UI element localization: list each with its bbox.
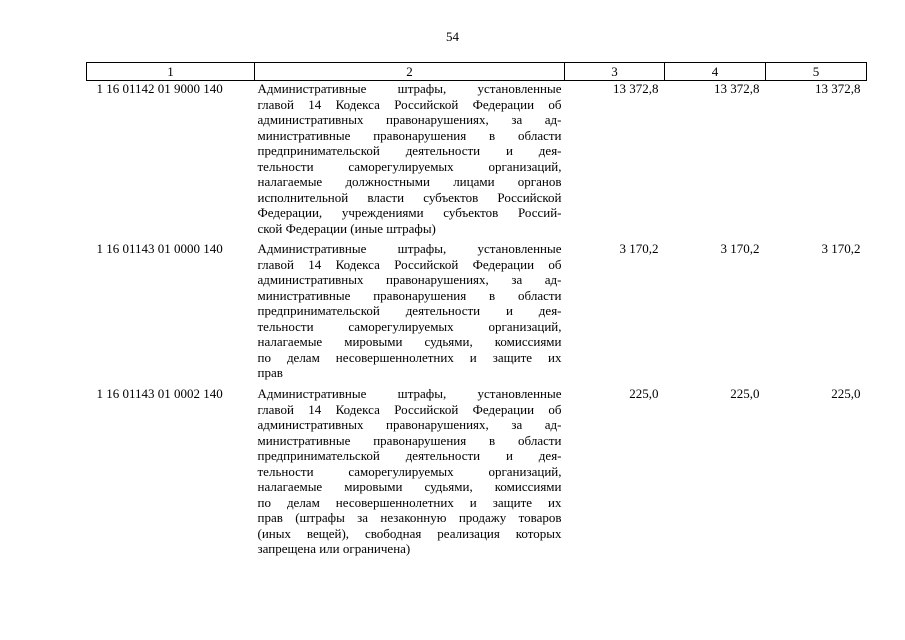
description-line: по делам несовершеннолетних и защите их bbox=[257, 349, 562, 365]
description-line: министративные правонарушения в области bbox=[257, 432, 562, 448]
description-line: предпринимательской деятельности и дея- bbox=[257, 448, 562, 463]
header-col-1: 1 bbox=[87, 63, 255, 81]
description-line: административных правонарушениях, за ад- bbox=[257, 112, 562, 127]
header-col-4: 4 bbox=[665, 63, 766, 81]
description-line: главой 14 Кодекса Российской Федерации об bbox=[257, 96, 562, 112]
description-line: налагаемые мировыми судьями, комиссиями bbox=[257, 479, 562, 494]
description-line: Федерации, учреждениями субъектов Россий- bbox=[257, 205, 562, 220]
budget-code: 1 16 01143 01 0000 140 bbox=[96, 241, 223, 256]
budget-code: 1 16 01142 01 9000 140 bbox=[96, 81, 223, 96]
amount-col-5: 3 170,2 bbox=[821, 241, 861, 256]
description-line: министративные правонарушения в области bbox=[257, 287, 562, 303]
amount-col-5: 13 372,8 bbox=[815, 81, 861, 96]
description-line: главой 14 Кодекса Российской Федерации об bbox=[257, 256, 562, 272]
description-line: прав bbox=[257, 365, 283, 380]
amount-col-3: 225,0 bbox=[629, 386, 659, 401]
description-line: (иных вещей), свободная реализация которых bbox=[257, 525, 562, 541]
row-description bbox=[255, 81, 565, 242]
description-line: запрещена или ограничена) bbox=[257, 541, 411, 556]
amount-col-4: 225,0 bbox=[730, 386, 760, 401]
description-line: налагаемые должностными лицами органов bbox=[257, 174, 562, 189]
table-row bbox=[87, 81, 867, 242]
description-line: предпринимательской деятельности и дея- bbox=[257, 143, 562, 158]
header-col-5: 5 bbox=[766, 63, 867, 81]
description-line: по делам несовершеннолетних и защите их bbox=[257, 494, 562, 510]
description-line: тельности саморегулируемых организаций, bbox=[257, 463, 562, 479]
header-col-3: 3 bbox=[565, 63, 665, 81]
description-line: налагаемые мировыми судьями, комиссиями bbox=[257, 334, 562, 349]
description-line: административных правонарушениях, за ад- bbox=[257, 272, 562, 287]
description-line: ской Федерации (иные штрафы) bbox=[257, 220, 436, 236]
amount-col-4: 3 170,2 bbox=[720, 241, 760, 256]
amount-col-5: 225,0 bbox=[831, 386, 861, 401]
budget-table bbox=[86, 62, 867, 562]
amount-col-3: 3 170,2 bbox=[619, 241, 659, 256]
description-line: Административные штрафы, установленные bbox=[257, 241, 562, 256]
description-line: исполнительной власти субъектов Российской bbox=[257, 189, 562, 205]
description-line: прав (штрафы за незаконную продажу товаров bbox=[257, 510, 562, 525]
amount-col-4: 13 372,8 bbox=[714, 81, 760, 96]
page-number: 54 bbox=[446, 29, 459, 44]
description-line: предпринимательской деятельности и дея- bbox=[257, 303, 562, 318]
table-header-row bbox=[87, 63, 867, 81]
description-line: тельности саморегулируемых организаций, bbox=[257, 158, 562, 174]
row-description bbox=[255, 386, 565, 562]
description-line: главой 14 Кодекса Российской Федерации об bbox=[257, 401, 562, 417]
budget-code: 1 16 01143 01 0002 140 bbox=[96, 386, 223, 401]
table-row bbox=[87, 386, 867, 562]
table-row bbox=[87, 241, 867, 386]
description-line: министративные правонарушения в области bbox=[257, 127, 562, 143]
row-description bbox=[255, 241, 565, 386]
header-col-2: 2 bbox=[255, 63, 565, 81]
amount-col-3: 13 372,8 bbox=[613, 81, 659, 96]
description-line: тельности саморегулируемых организаций, bbox=[257, 318, 562, 334]
description-line: административных правонарушениях, за ад- bbox=[257, 417, 562, 432]
description-line: Административные штрафы, установленные bbox=[257, 81, 562, 96]
description-line: Административные штрафы, установленные bbox=[257, 386, 562, 401]
